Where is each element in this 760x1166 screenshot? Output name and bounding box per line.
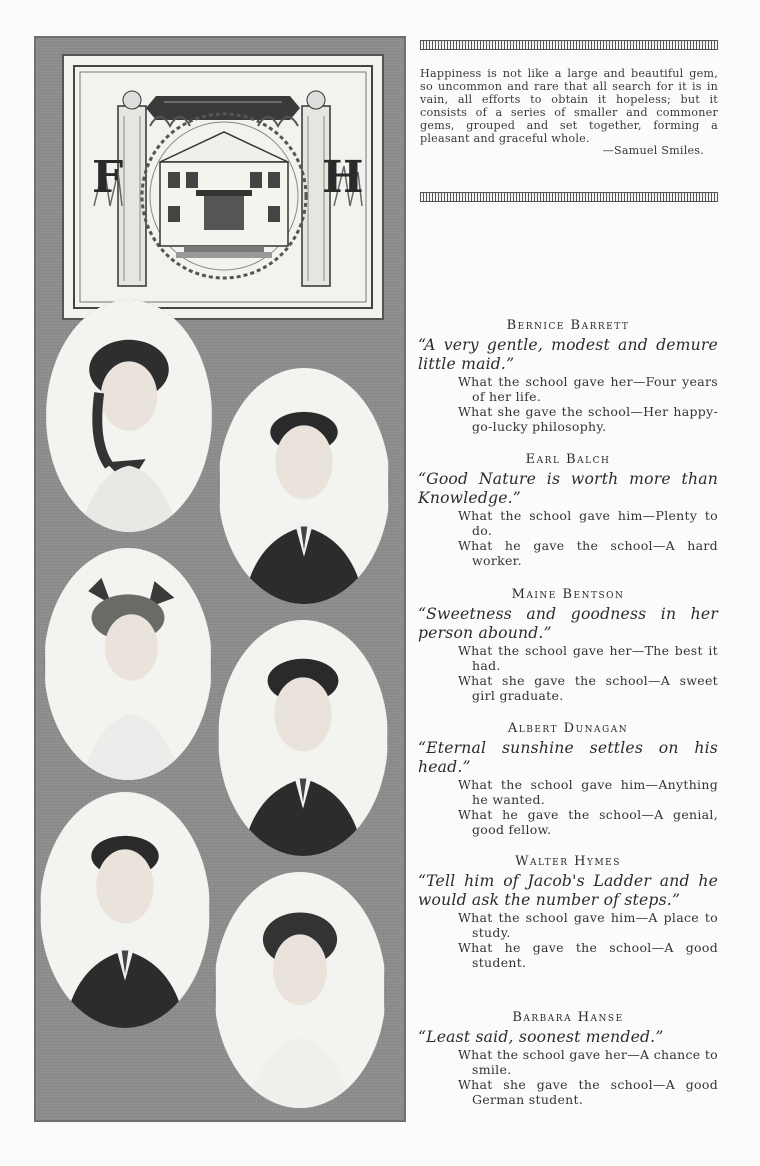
- entry-school-gave: What the school gave him—Anything he wanted.: [458, 777, 718, 807]
- portrait-image: [218, 368, 390, 604]
- entry-earl-balch: [418, 452, 718, 568]
- entry-school-gave: What the school gave her—Four years of her life.: [458, 374, 718, 404]
- portrait-earl-balch: [218, 368, 390, 604]
- entry-school-gave: What the school gave her—The best it had.: [458, 643, 718, 673]
- emblem-letter-f: F: [92, 152, 124, 203]
- emblem-letter-h: H: [322, 152, 364, 203]
- entry-school-gave: What the school gave him—Plenty to do.: [458, 508, 718, 538]
- portrait-image: [46, 300, 212, 532]
- entry-gave-school: What she gave the school—A sweet girl graduate.: [458, 673, 718, 703]
- quote-source: —Samuel Smiles.: [602, 144, 704, 158]
- portrait-image: [214, 872, 386, 1108]
- entry-gave-school: What he gave the school—A good student.: [458, 940, 718, 970]
- portrait-image: [44, 548, 212, 780]
- entry-name: Maine Bentson: [511, 587, 625, 602]
- entry-motto: “Tell him of Jacob's Ladder and he would ask the number of steps.”: [418, 872, 718, 909]
- portrait-image: [218, 620, 388, 856]
- entry-motto: “Eternal sunshine settles on his head.”: [418, 739, 718, 776]
- entry-name: Albert Dunagan: [507, 721, 629, 736]
- portrait-image: [40, 792, 210, 1028]
- top-divider: [420, 40, 718, 50]
- bottom-divider: [420, 192, 718, 202]
- entry-walter-hymes: [418, 854, 718, 970]
- entry-bernice-barrett: [418, 318, 718, 434]
- portrait-bernice-barrett: [46, 300, 212, 532]
- entry-motto: “Sweetness and goodness in her person abound.”: [418, 605, 718, 642]
- entry-motto: “A very gentle, modest and demure little maid.”: [418, 336, 718, 373]
- portrait-albert-dunagan: [218, 620, 388, 856]
- entry-gave-school: What she gave the school—A good German student.: [458, 1077, 718, 1107]
- entry-name: Walter Hymes: [515, 854, 621, 869]
- entry-name: Bernice Barrett: [506, 318, 630, 333]
- epigraph-quote: [420, 68, 718, 158]
- entry-gave-school: What she gave the school—Her happy-go-lucky philosophy.: [458, 404, 718, 434]
- entry-maine-bentson: [418, 587, 718, 703]
- entry-barbara-hanse: [418, 1010, 718, 1107]
- entry-gave-school: What he gave the school—A hard worker.: [458, 538, 718, 568]
- entry-name: Earl Balch: [525, 452, 611, 467]
- entry-school-gave: What the school gave her—A chance to smile.: [458, 1047, 718, 1077]
- entry-gave-school: What he gave the school—A genial, good fellow.: [458, 807, 718, 837]
- entry-albert-dunagan: [418, 721, 718, 837]
- entry-motto: “Good Nature is worth more than Knowledge.”: [418, 470, 718, 507]
- school-emblem: [62, 54, 384, 320]
- entry-school-gave: What the school gave him—A place to study.: [458, 910, 718, 940]
- entry-motto: “Least said, soonest mended.”: [418, 1028, 664, 1046]
- portrait-barbara-hanse: [214, 872, 386, 1108]
- portrait-walter-hymes: [40, 792, 210, 1028]
- quote-text: Happiness is not like a large and beautiful gem, so uncommon and rare that all search for it is in vain, all efforts to obtain it hopeless; but it consists of a series of smaller and commoner gems, grouped and set together, forming a pleasant and graceful whole.: [420, 67, 718, 145]
- portrait-maine-bentson: [44, 548, 212, 780]
- entry-name: Barbara Hanse: [512, 1010, 624, 1025]
